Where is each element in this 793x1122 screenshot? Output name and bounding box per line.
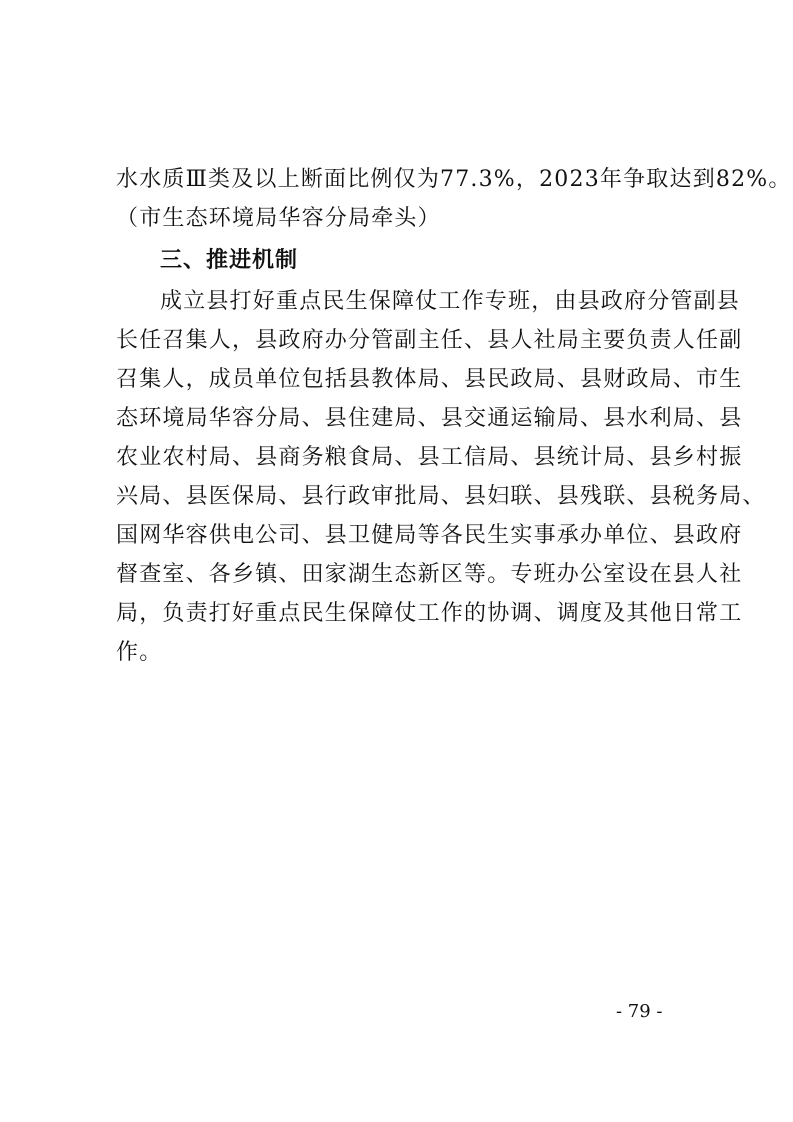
paragraph-line-6: 兴局、县医保局、县行政审批局、县妇联、县残联、县税务局、 [116,484,766,509]
body-line-2: （市生态环境局华容分局牵头） [116,206,441,231]
paragraph-line-9: 局，负责打好重点民生保障仗工作的协调、调度及其他日常工 [116,601,743,626]
paragraph-line-5: 农业农村局、县商务粮食局、县工信局、县统计局、县乡村振 [116,445,743,470]
paragraph-line-3: 召集人，成员单位包括县教体局、县民政局、县财政局、市生 [116,367,743,392]
paragraph-line-8: 督查室、各乡镇、田家湖生态新区等。专班办公室设在县人社 [116,562,743,587]
paragraph-line-7: 国网华容供电公司、县卫健局等各民生实事承办单位、县政府 [116,523,743,548]
body-line-1: 水水质Ⅲ类及以上断面比例仅为77.3%，2023年争取达到82%。 [116,167,792,192]
paragraph-line-10: 作。 [116,640,163,665]
paragraph-line-2: 长任召集人，县政府办分管副主任、县人社局主要负责人任副 [116,328,743,353]
page-number: - 79 - [616,1001,663,1022]
section-heading: 三、推进机制 [160,248,299,273]
paragraph-line-1: 成立县打好重点民生保障仗工作专班，由县政府分管副县 [160,289,741,314]
paragraph-line-4: 态环境局华容分局、县住建局、县交通运输局、县水利局、县 [116,406,743,431]
